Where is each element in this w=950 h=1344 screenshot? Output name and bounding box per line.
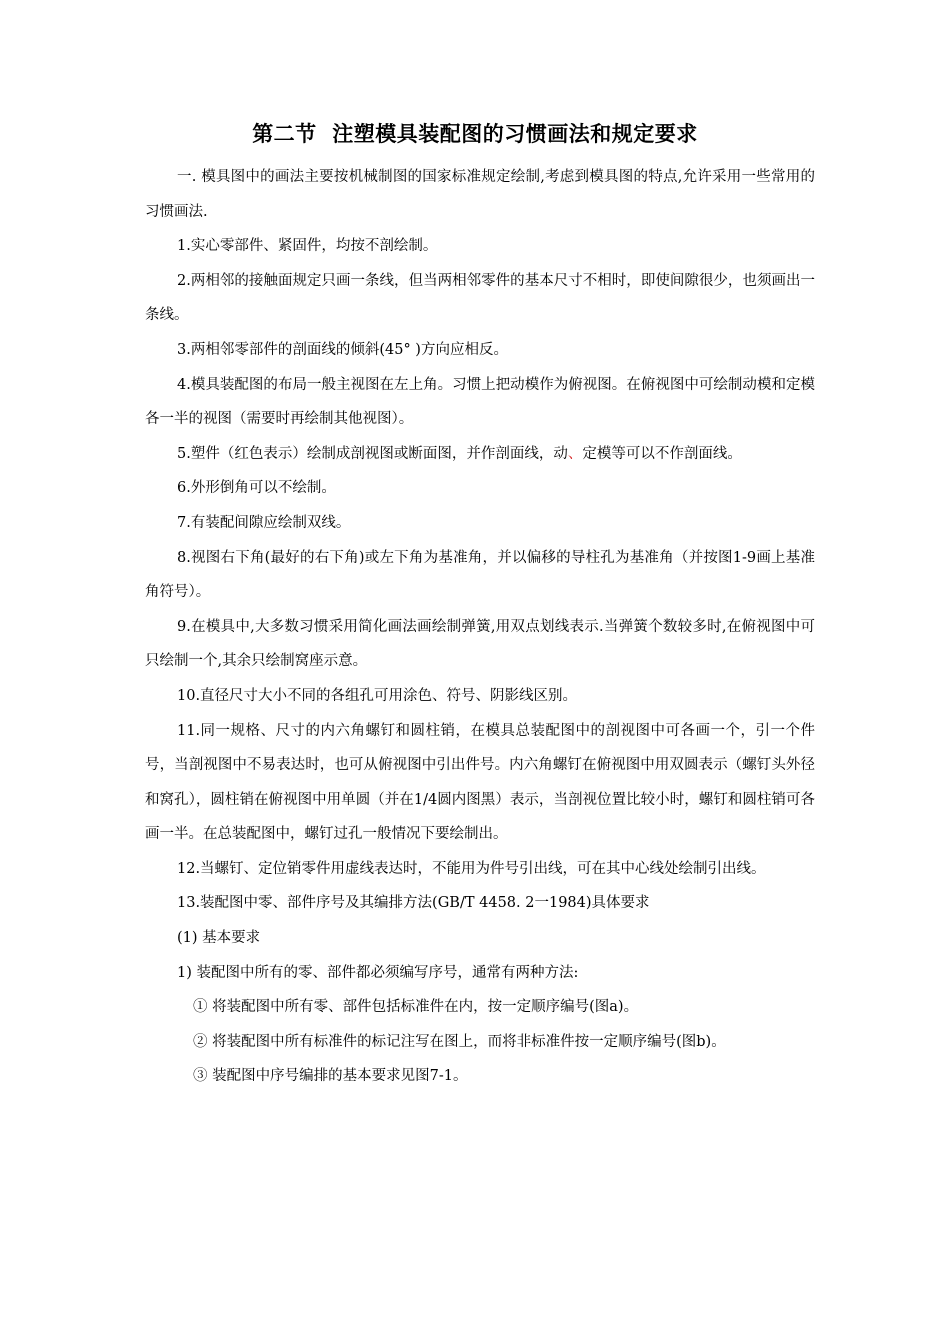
paragraph-item-8: 8.视图右下角(最好的右下角)或左下角为基准角，并以偏移的导柱孔为基准角（并按图1-9画上基准角符号）。 xyxy=(145,549,815,601)
paragraph-item-2: 2.两相邻的接触面规定只画一条线，但当两相邻零件的基本尺寸不相时，即使间隙很少，也须画出一条线。 xyxy=(145,272,815,324)
paragraph-item-11: 11.同一规格、尺寸的内六角螺钉和圆柱销，在模具总装配图中的剖视图中可各画一个，引一个件号，当剖视图中不易表达时，也可从俯视图中引出件号。内六角螺钉在俯视图中用双圆表示（螺钉头外径和窝孔），圆柱销在俯视图中用单圆（并在1/4圆内图黑）表示，当剖视位置比较小时，螺钉和圆柱销可各画一半。在总装配图中，螺钉过孔一般情况下要绘制出。 xyxy=(145,722,815,843)
section-title: 第二节 注塑模具装配图的习惯画法和规定要求 xyxy=(252,122,698,146)
paragraph-method-1: ① 将装配图中所有零、部件包括标准件在内，按一定顺序编号(图a)。 xyxy=(193,999,639,1016)
paragraph-item-4: 4.模具装配图的布局一般主视图在左上角。习惯上把动模作为俯视图。在俯视图中可绘制动模和定模各一半的视图（需要时再绘制其他视图）。 xyxy=(145,376,815,428)
paragraph-item-3: 3.两相邻零部件的剖面线的倾斜(45° )方向应相反。 xyxy=(177,341,508,358)
paragraph-item-5-red-mark: 、 xyxy=(567,445,583,462)
paragraph-item-12: 12.当螺钉、定位销零件用虚线表达时，不能用为件号引出线，可在其中心线处绘制引出线。 xyxy=(177,860,766,877)
paragraph-item-13: 13.装配图中零、部件序号及其编排方法(GB/T 4458. 2一1984)具体要求 xyxy=(177,895,650,912)
paragraph-intro: 一. 模具图中的画法主要按机械制图的国家标准规定绘制,考虑到模具图的特点,允许采用一些常用的习惯画法. xyxy=(145,169,815,220)
paragraph-item-5-text-a: 5.塑件（红色表示）绘制成剖视图或断面图，并作剖面线，动 xyxy=(177,445,568,462)
document-body xyxy=(145,160,815,1094)
paragraph-method-3: ③ 装配图中序号编排的基本要求见图7-1。 xyxy=(193,1068,468,1085)
paragraph-item-5-text-b: 定模等可以不作剖面线。 xyxy=(582,445,742,462)
paragraph-method-2: ② 将装配图中所有标准件的标记注写在图上，而将非标准件按一定顺序编号(图b)。 xyxy=(193,1033,726,1050)
paragraph-item-9: 9.在模具中,大多数习惯采用简化画法画绘制弹簧,用双点划线表示.当弹簧个数较多时,在俯视图中可只绘制一个,其余只绘制窝座示意。 xyxy=(145,618,815,670)
paragraph-item-1: 1.实心零部件、紧固件，均按不剖绘制。 xyxy=(177,238,438,255)
paragraph-item-10: 10.直径尺寸大小不同的各组孔可用涂色、符号、阴影线区别。 xyxy=(177,687,578,704)
paragraph-item-7: 7.有装配间隙应绘制双线。 xyxy=(177,514,351,531)
paragraph-requirement-1: 1) 装配图中所有的零、部件都必须编写序号，通常有两种方法: xyxy=(177,964,579,981)
paragraph-item-5 xyxy=(145,437,815,472)
paragraph-item-6: 6.外形倒角可以不绘制。 xyxy=(177,480,336,497)
subheading-basic-requirements: (1) 基本要求 xyxy=(177,930,261,947)
